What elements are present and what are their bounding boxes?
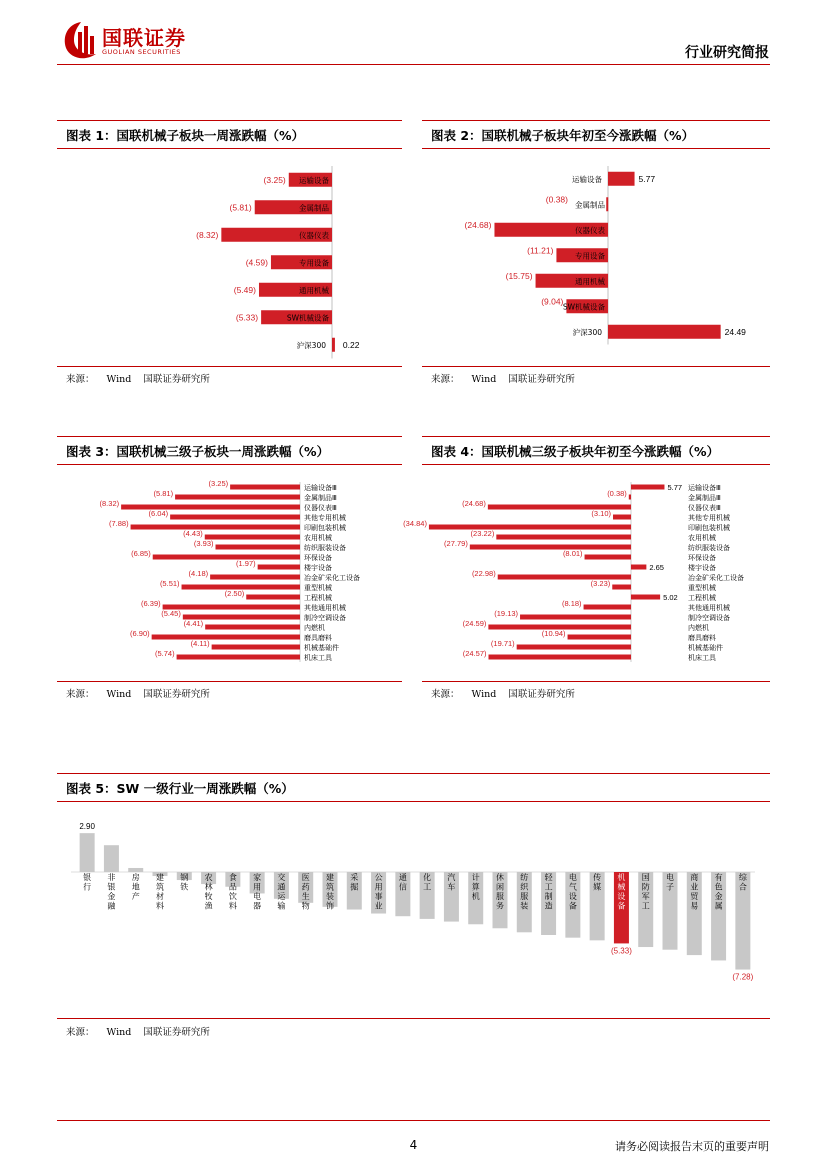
data-label: (11.21)	[527, 245, 554, 256]
category-label: 其他专用机械	[688, 514, 730, 522]
fig1-top-rule	[57, 120, 402, 121]
data-label: (3.23)	[590, 579, 611, 588]
data-label: (3.10)	[591, 509, 612, 518]
category-label: 有色金属	[714, 873, 723, 911]
category-label: 农用机械	[304, 534, 332, 542]
data-label: (8.32)	[196, 229, 219, 240]
fig3-chart	[57, 478, 402, 668]
data-label: (5.33)	[235, 312, 259, 323]
bar	[332, 338, 335, 352]
category-label: 通用机械	[575, 276, 605, 286]
category-label: 磨具磨料	[304, 634, 332, 642]
fig3-title: 图表 3：国联机械三级子板块一周涨跌幅（%）	[66, 444, 330, 459]
source-wind: Wind	[106, 1027, 132, 1038]
data-label: (15.75)	[505, 270, 533, 281]
bar	[153, 555, 300, 560]
bar	[170, 515, 300, 520]
data-label: (0.38)	[545, 194, 568, 205]
fig5-chart	[57, 810, 770, 1010]
category-label: 重型机械	[304, 584, 332, 592]
category-label: 纺织服装设备	[304, 544, 346, 552]
category-label: 建筑材料	[156, 873, 164, 911]
bar	[210, 575, 300, 580]
category-label: 休闲服务	[496, 873, 504, 911]
category-label: 金属制品Ⅲ	[304, 494, 337, 502]
data-label: (9.04)	[541, 296, 564, 307]
category-label: 工程机械	[688, 594, 716, 602]
fig2-top-rule	[422, 120, 770, 121]
source-wind: Wind	[106, 374, 132, 385]
category-label: 汽车	[447, 873, 456, 892]
data-label: 0.22	[342, 339, 360, 350]
bar	[429, 525, 631, 530]
report-type-label: 行业研究简报	[685, 45, 769, 61]
data-label: (8.32)	[99, 499, 120, 508]
source-label: 来源：	[431, 689, 460, 700]
category-label: 工程机械	[304, 594, 332, 602]
bar	[606, 197, 608, 211]
category-label: 环保设备	[304, 554, 332, 562]
bar	[205, 625, 300, 630]
fig1-title: 图表 1：国联机械子板块一周涨跌幅（%）	[66, 128, 305, 143]
category-label: 金属制品	[575, 200, 605, 210]
data-label: (6.85)	[131, 549, 151, 558]
logo-text-cn: 国联证券	[102, 26, 186, 50]
data-label: (24.57)	[462, 649, 487, 658]
data-label: (4.18)	[188, 569, 209, 578]
data-label: (1.97)	[236, 559, 256, 568]
category-label: 交通运输	[277, 873, 286, 911]
fig2-chart	[422, 160, 770, 360]
category-label: 机械设备	[617, 873, 626, 911]
category-label: 楼宇设备	[304, 564, 332, 572]
data-label: (6.90)	[130, 629, 150, 638]
category-label: 楼宇设备	[688, 564, 716, 572]
category-label: 仪器仪表Ⅲ	[688, 504, 721, 512]
category-label: 专用设备	[575, 251, 605, 261]
bar	[104, 845, 119, 872]
category-label: 钢铁	[180, 873, 189, 892]
bar	[517, 645, 631, 650]
data-label: (22.98)	[471, 569, 496, 578]
bar	[520, 615, 631, 620]
category-label: 印刷包装机械	[688, 524, 730, 532]
category-label: 重型机械	[688, 584, 716, 592]
category-label: 内燃机	[304, 624, 325, 632]
fig5-title-rule	[57, 801, 770, 802]
source-institute: 国联证券研究所	[508, 374, 575, 385]
bar	[470, 545, 631, 550]
data-label: (8.01)	[562, 549, 583, 558]
category-label: 国防军工	[641, 873, 650, 911]
category-label: 磨具磨料	[688, 634, 716, 642]
data-label: 24.49	[724, 326, 746, 337]
company-logo	[62, 18, 262, 62]
fig4-bottom-rule	[422, 681, 770, 682]
category-label: 公用事业	[374, 873, 383, 911]
bar	[163, 605, 300, 610]
fig1-bottom-rule	[57, 366, 402, 367]
category-label: 医药生物	[301, 873, 310, 911]
category-label: 其他通用机械	[688, 604, 730, 612]
data-label: (2.50)	[224, 589, 245, 598]
source-wind: Wind	[471, 689, 497, 700]
fig2-title: 图表 2：国联机械子板块年初至今涨跌幅（%）	[431, 128, 695, 143]
fig4-top-rule	[422, 436, 770, 437]
data-label: (19.71)	[490, 639, 515, 648]
bar	[612, 585, 631, 590]
logo-text-en: GUOLIAN SECURITIES	[102, 48, 181, 56]
bar	[128, 868, 143, 872]
bar	[608, 172, 635, 186]
data-label: (7.88)	[108, 519, 129, 528]
data-label: (23.22)	[470, 529, 495, 538]
data-label: (3.25)	[208, 479, 229, 488]
fig2-bottom-rule	[422, 366, 770, 367]
bar	[488, 655, 631, 660]
category-label: 纺织服装	[520, 873, 529, 911]
fig2-source	[431, 371, 575, 385]
fig4-title: 图表 4：国联机械三级子板块年初至今涨跌幅（%）	[431, 444, 720, 459]
bar	[177, 655, 300, 660]
category-label: SW机械设备	[562, 302, 605, 312]
source-wind: Wind	[106, 689, 132, 700]
data-label: (5.81)	[153, 489, 174, 498]
bar	[496, 535, 631, 540]
category-label: 非银金融	[107, 873, 116, 911]
category-label: 机床工具	[304, 654, 332, 662]
category-label: 印刷包装机械	[304, 524, 346, 532]
data-label: (5.51)	[159, 579, 180, 588]
category-label: 电气设备	[568, 873, 577, 911]
bar	[613, 515, 631, 520]
source-label: 来源：	[66, 1027, 95, 1038]
category-label: 机床工具	[688, 654, 716, 662]
category-label: 采掘	[350, 873, 359, 892]
page-number: 4	[409, 1138, 418, 1152]
data-label: 5.77	[667, 483, 683, 492]
fig1-title-rule	[57, 148, 402, 149]
category-label: 机械基础件	[304, 644, 339, 652]
category-label: 电子	[666, 873, 674, 892]
data-label: (4.43)	[183, 529, 203, 538]
source-label: 来源：	[431, 374, 460, 385]
fig1-source	[66, 371, 210, 385]
source-institute: 国联证券研究所	[143, 689, 210, 700]
category-label: 通信	[398, 873, 407, 892]
category-label: 金属制品	[299, 203, 329, 213]
category-label: 仪器仪表	[575, 225, 605, 235]
data-label: (5.33)	[610, 946, 632, 956]
bar	[608, 325, 721, 339]
bar	[212, 645, 300, 650]
fig3-title-rule	[57, 464, 402, 465]
data-label: (3.93)	[193, 539, 214, 548]
category-label: 房地产	[131, 873, 140, 901]
category-label: 运输设备	[572, 174, 602, 184]
bar	[80, 833, 95, 872]
category-label: 其他通用机械	[304, 604, 346, 612]
category-label: 农用机械	[688, 534, 716, 542]
fig3-top-rule	[57, 436, 402, 437]
bar	[246, 595, 300, 600]
source-institute: 国联证券研究所	[143, 374, 210, 385]
data-label: (5.49)	[233, 284, 256, 295]
category-label: 仪器仪表	[299, 230, 329, 240]
data-label: (10.94)	[541, 629, 566, 638]
data-label: (4.41)	[183, 619, 204, 628]
bar	[205, 535, 300, 540]
category-label: SW机械设备	[286, 313, 329, 323]
bar	[498, 575, 631, 580]
fig5-top-rule	[57, 773, 770, 774]
category-label: 制冷空调设备	[688, 614, 730, 622]
data-label: (7.28)	[732, 972, 754, 982]
category-label: 沪深300	[572, 327, 602, 337]
fig3-bottom-rule	[57, 681, 402, 682]
category-label: 内燃机	[688, 624, 709, 632]
source-label: 来源：	[66, 374, 95, 385]
data-label: (27.79)	[444, 539, 468, 548]
fig4-source	[431, 686, 575, 700]
disclaimer: 请务必阅读报告末页的重要声明	[615, 1140, 769, 1153]
data-label: (5.74)	[154, 649, 175, 658]
category-label: 计算机	[471, 873, 480, 901]
data-label: (24.68)	[464, 219, 492, 230]
data-label: (8.18)	[561, 599, 582, 608]
bar	[568, 635, 631, 640]
data-label: (4.11)	[190, 639, 210, 648]
fig5-bottom-rule	[57, 1018, 770, 1019]
bar	[131, 525, 300, 530]
fig3-source	[66, 686, 210, 700]
bar	[584, 605, 631, 610]
fig4-title-rule	[422, 464, 770, 465]
category-label: 运输设备Ⅲ	[688, 484, 721, 492]
data-label: 2.90	[79, 822, 95, 832]
source-institute: 国联证券研究所	[508, 689, 575, 700]
category-label: 冶金矿采化工设备	[688, 574, 744, 582]
data-label: (24.59)	[462, 619, 487, 628]
category-label: 传媒	[593, 873, 602, 892]
category-label: 环保设备	[688, 554, 716, 562]
data-label: (5.45)	[161, 609, 181, 618]
bar	[629, 495, 631, 500]
category-label: 农林牧渔	[204, 873, 213, 911]
category-label: 专用设备	[299, 258, 329, 268]
fig1-chart	[57, 160, 402, 360]
source-label: 来源：	[66, 689, 95, 700]
fig5-source	[66, 1024, 210, 1038]
category-label: 轻工制造	[544, 873, 553, 911]
header-divider	[57, 64, 770, 65]
bar	[258, 565, 300, 570]
category-label: 运输设备	[299, 175, 329, 185]
data-label: (4.59)	[245, 257, 268, 268]
fig4-chart	[403, 478, 770, 668]
category-label: 通用机械	[299, 285, 329, 295]
data-label: (6.39)	[141, 599, 161, 608]
logo-mark-icon	[62, 18, 100, 62]
category-label: 仪器仪表Ⅲ	[304, 504, 337, 512]
data-label: (6.04)	[148, 509, 169, 518]
bar	[631, 565, 646, 570]
category-label: 运输设备Ⅲ	[304, 484, 337, 492]
fig5-title: 图表 5：SW 一级行业一周涨跌幅（%）	[66, 781, 294, 796]
category-label: 其他专用机械	[304, 514, 346, 522]
category-label: 银行	[83, 873, 92, 892]
fig2-title-rule	[422, 148, 770, 149]
source-wind: Wind	[471, 374, 497, 385]
category-label: 金属制品Ⅲ	[688, 494, 721, 502]
data-label: (3.25)	[263, 174, 286, 185]
data-label: (5.81)	[229, 202, 252, 213]
bar	[631, 485, 664, 490]
data-label: (34.84)	[403, 519, 427, 528]
footer-divider	[57, 1120, 770, 1121]
category-label: 化工	[423, 873, 432, 892]
category-label: 冶金矿采化工设备	[304, 574, 360, 582]
data-label: (0.38)	[607, 489, 627, 498]
bar	[585, 555, 631, 560]
category-label: 纺织服装设备	[688, 544, 730, 552]
data-label: (24.68)	[462, 499, 486, 508]
data-label: 5.77	[638, 173, 656, 184]
data-label: 5.02	[663, 593, 678, 602]
bar	[175, 495, 300, 500]
bar	[230, 485, 300, 490]
data-label: 2.65	[649, 563, 664, 572]
category-label: 食品饮料	[228, 873, 237, 911]
source-institute: 国联证券研究所	[143, 1027, 210, 1038]
bar	[216, 545, 300, 550]
bar	[152, 635, 300, 640]
category-label: 制冷空调设备	[304, 614, 346, 622]
category-label: 建筑装饰	[326, 873, 334, 911]
data-label: (19.13)	[494, 609, 519, 618]
category-label: 机械基础件	[688, 644, 723, 652]
bar	[631, 595, 660, 600]
category-label: 综合	[738, 873, 747, 892]
category-label: 沪深300	[296, 340, 326, 350]
category-label: 商业贸易	[690, 873, 699, 911]
category-label: 家用电器	[253, 873, 262, 911]
